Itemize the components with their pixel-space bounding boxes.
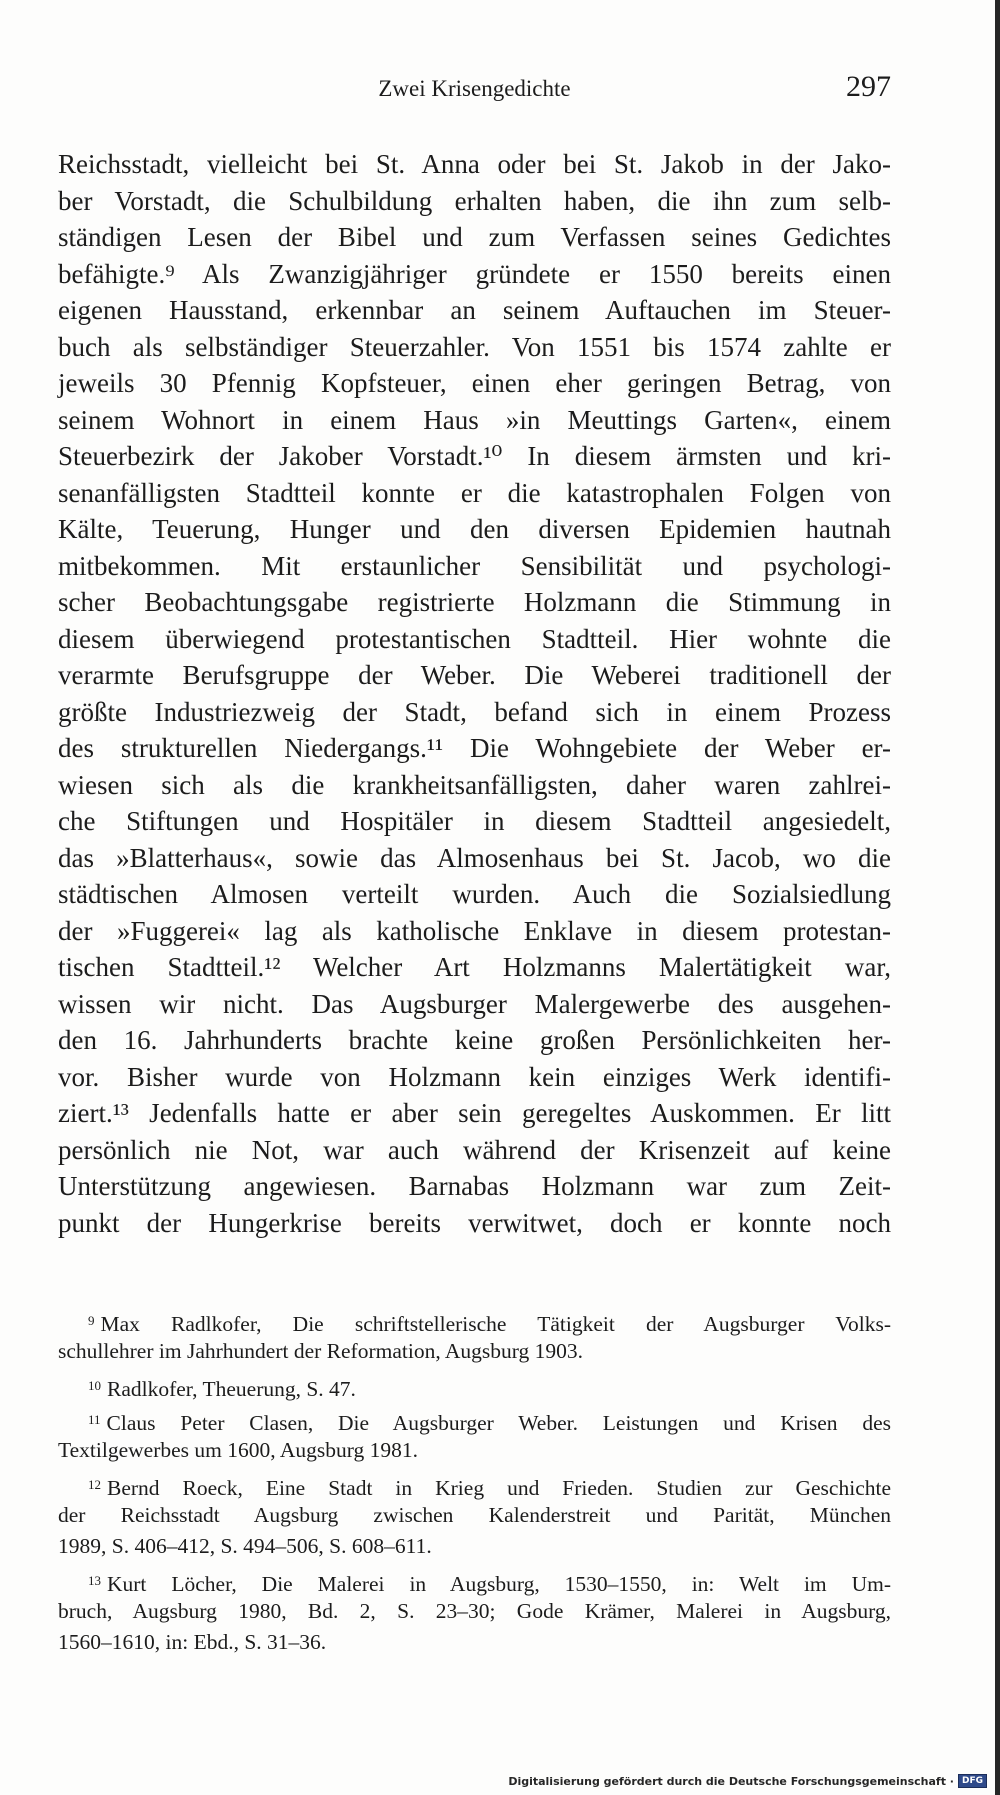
body-line: wiesen sich als die krankheitsanfälligsten, daher waren zahlrei- xyxy=(58,769,891,800)
footnote-number: 11 xyxy=(88,1412,101,1427)
footnote xyxy=(58,1305,891,1367)
footnote-line xyxy=(58,1435,891,1466)
footnote-text: der Reichsstadt Augsburg zwischen Kalenderstreit und Parität, München xyxy=(58,1503,891,1527)
footnote-text: Max Radlkofer, Die schriftstellerische Tätigkeit der Augsburger Volks- xyxy=(100,1312,891,1336)
footnote-text: Bernd Roeck, Eine Stadt in Krieg und Frieden. Studien zur Geschichte xyxy=(107,1476,891,1500)
body-line: jeweils 30 Pfennig Kopfsteuer, einen eher geringen Betrag, von xyxy=(58,368,891,398)
body-line: buch als selbständiger Steuerzahler. Von 1551 bis 1574 zahlte er xyxy=(58,331,891,362)
body-line: Kälte, Teuerung, Hunger und den diversen Epidemien hautnah xyxy=(58,514,891,544)
body-line: tischen Stadtteil.¹² Welcher Art Holzmanns Malertätigkeit war, xyxy=(58,952,891,982)
footnote-line xyxy=(58,1404,891,1435)
footer-credit: Digitalisierung gefördert durch die Deutsche Forschungsgemeinschaft · xyxy=(508,1774,954,1788)
body-line: seinem Wohnort in einem Haus »in Meuttings Garten«, einem xyxy=(58,404,891,435)
footnote-text: schullehrer im Jahrhundert der Reformation, Augsburg 1903. xyxy=(58,1339,584,1363)
body-line: befähigte.⁹ Als Zwanzigjähriger gründete er 1550 bereits einen xyxy=(58,258,891,289)
footnote xyxy=(58,1469,891,1562)
footnote-text: 1989, S. 406–412, S. 494–506, S. 608–611. xyxy=(58,1534,432,1558)
footnote-text: Textilgewerbes um 1600, Augsburg 1981. xyxy=(58,1438,418,1462)
body-line: Steuerbezirk der Jakober Vorstadt.¹⁰ In diesem ärmsten und kri- xyxy=(58,441,891,471)
footnote-number: 10 xyxy=(88,1378,101,1393)
digitization-footer xyxy=(508,1773,987,1789)
footnote-line xyxy=(58,1336,891,1367)
body-line: Unterstützung angewiesen. Barnabas Holzmann war zum Zeit- xyxy=(58,1171,891,1201)
footnote-number: 12 xyxy=(88,1477,101,1492)
body-line: punkt der Hungerkrise bereits verwitwet, doch er konnte noch xyxy=(58,1207,891,1238)
footnote-line xyxy=(58,1500,891,1531)
footnote-line xyxy=(58,1469,891,1500)
body-line: senanfälligsten Stadtteil konnte er die katastrophalen Folgen von xyxy=(58,477,891,508)
footnote-number: 9 xyxy=(88,1313,95,1328)
body-line: scher Beobachtungsgabe registrierte Holzmann die Stimmung in xyxy=(58,587,891,617)
body-line: wissen wir nicht. Das Augsburger Malergewerbe des ausgehen- xyxy=(58,988,891,1019)
scan-edge xyxy=(995,0,1000,1795)
body-line: ber Vorstadt, die Schulbildung erhalten haben, die ihn zum selb- xyxy=(58,185,891,216)
body-line: diesem überwiegend protestantischen Stadtteil. Hier wohnte die xyxy=(58,623,891,654)
footnote xyxy=(58,1370,891,1401)
footnotes xyxy=(58,1305,891,1661)
footnote-text: Kurt Löcher, Die Malerei in Augsburg, 1530–1550, in: Welt im Um- xyxy=(107,1572,891,1596)
footnote-text: bruch, Augsburg 1980, Bd. 2, S. 23–30; Gode Krämer, Malerei in Augsburg, xyxy=(58,1599,891,1623)
body-line: vor. Bisher wurde von Holzmann kein einziges Werk identifi- xyxy=(58,1061,891,1092)
page-number: 297 xyxy=(846,70,891,103)
footnote-line xyxy=(58,1596,891,1627)
body-line: der »Fuggerei« lag als katholische Enklave in diesem protestan- xyxy=(58,915,891,946)
body-line: che Stiftungen und Hospitäler in diesem Stadtteil angesiedelt, xyxy=(58,806,891,836)
body-line: verarmte Berufsgruppe der Weber. Die Weberei traditionell der xyxy=(58,660,891,690)
footnote-number: 13 xyxy=(88,1573,101,1588)
body-line: mitbekommen. Mit erstaunlicher Sensibilität und psychologi- xyxy=(58,550,891,581)
footnote xyxy=(58,1565,891,1658)
footnote-text: Claus Peter Clasen, Die Augsburger Weber. Leistungen und Krisen des xyxy=(106,1411,891,1435)
body-line: eigenen Hausstand, erkennbar an seinem Auftauchen im Steuer- xyxy=(58,295,891,325)
dfg-logo: DFG xyxy=(958,1774,987,1788)
body-line: das »Blatterhaus«, sowie das Almosenhaus bei St. Jacob, wo die xyxy=(58,842,891,873)
footnote-line xyxy=(58,1531,891,1562)
footnote-line xyxy=(58,1370,891,1401)
footnote-text: Radlkofer, Theuerung, S. 47. xyxy=(107,1377,356,1401)
body-line: städtischen Almosen verteilt wurden. Auch die Sozialsiedlung xyxy=(58,879,891,909)
body-line: Reichsstadt, vielleicht bei St. Anna oder bei St. Jakob in der Jako- xyxy=(58,149,891,179)
page-header xyxy=(58,70,891,110)
body-text xyxy=(58,146,891,1241)
body-line: ständigen Lesen der Bibel und zum Verfassen seines Gedichtes xyxy=(58,222,891,252)
body-line: ziert.¹³ Jedenfalls hatte er aber sein geregeltes Auskommen. Er litt xyxy=(58,1098,891,1128)
body-line: des strukturellen Niedergangs.¹¹ Die Wohngebiete der Weber er- xyxy=(58,733,891,763)
body-line: den 16. Jahrhunderts brachte keine großen Persönlichkeiten her- xyxy=(58,1025,891,1055)
footnote-line xyxy=(58,1305,891,1336)
body-line: persönlich nie Not, war auch während der Krisenzeit auf keine xyxy=(58,1134,891,1165)
footnote-line xyxy=(58,1627,891,1658)
footnote xyxy=(58,1404,891,1466)
footnote-text: 1560–1610, in: Ebd., S. 31–36. xyxy=(58,1630,327,1654)
body-line: größte Industriezweig der Stadt, befand sich in einem Prozess xyxy=(58,696,891,727)
running-title: Zwei Krisengedichte xyxy=(378,76,571,101)
footnote-line xyxy=(58,1565,891,1596)
